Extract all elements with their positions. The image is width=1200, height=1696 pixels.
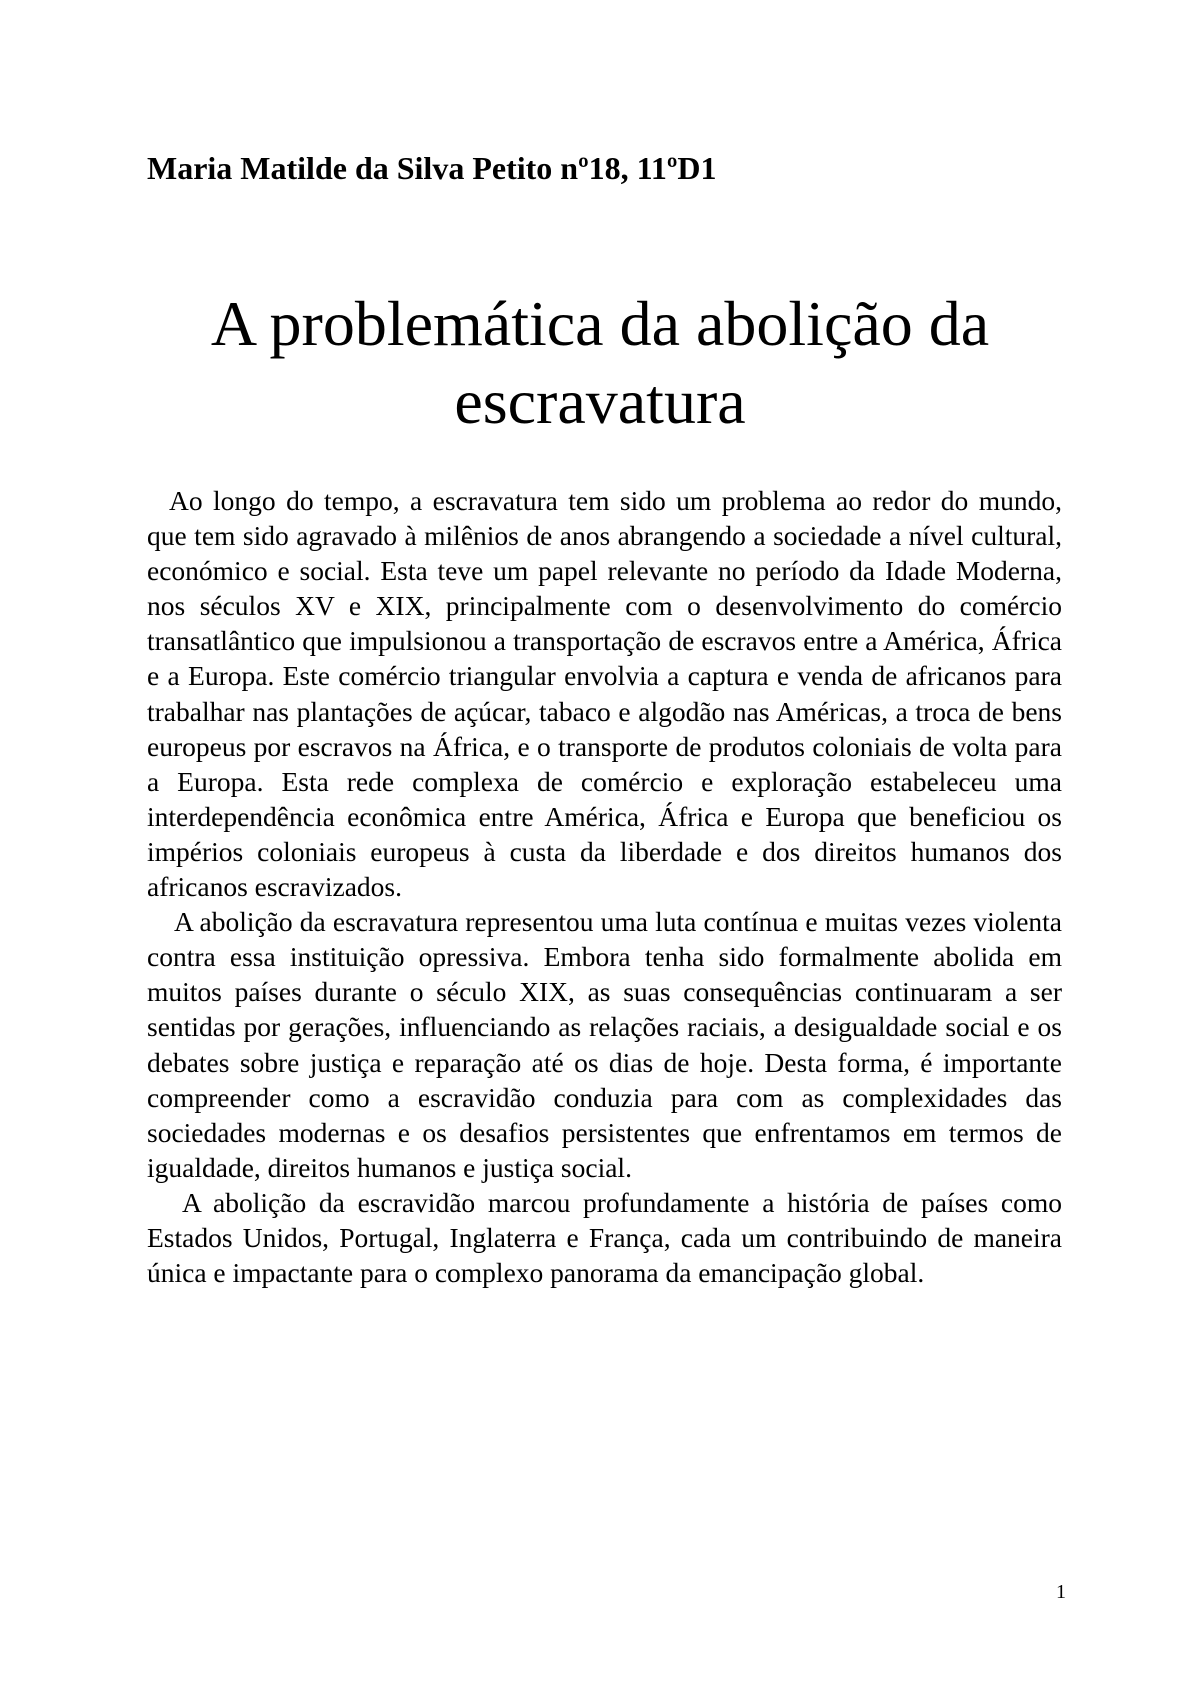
- paragraph-1: Ao longo do tempo, a escravatura tem sido um problema ao redor do mundo, que tem sido agravado à milênios de anos abrangendo a sociedade a nível cultural, económico e social. Esta teve um papel relevante no período da Idade Moderna, nos séculos XV e XIX, principalmente com o desenvolvimento do comércio transatlântico que impulsionou a transportação de escravos entre a América, África e a Europa. Este comércio triangular envolvia a captura e venda de africanos para trabalhar nas plantações de açúcar, tabaco e algodão nas Américas, a troca de bens europeus por escravos na África, e o transporte de produtos coloniais de volta para a Europa. Esta rede complexa de comércio e exploração estabeleceu uma interdependência econômica entre América, África e Europa que beneficiou os impérios coloniais europeus à custa da liberdade e dos direitos humanos dos africanos escravizados.: [147, 485, 1062, 903]
- paragraph-2: A abolição da escravatura representou uma luta contínua e muitas vezes violenta contra essa instituição opressiva. Embora tenha sido formalmente abolida em muitos países durante o século XIX, as suas consequências continuaram a ser sentidas por gerações, influenciando as relações raciais, a desigualdade social e os debates sobre justiça e reparação até os dias de hoje. Desta forma, é importante compreender como a escravidão conduzia para com as complexidades das sociedades modernas e os desafios persistentes que enfrentamos em termos de igualdade, direitos humanos e justiça social.: [147, 906, 1062, 1183]
- paragraph-3: A abolição da escravidão marcou profundamente a história de países como Estados Unidos, Portugal, Inglaterra e França, cada um contribuindo de maneira única e impactante para o complexo panorama da emancipação global.: [147, 1186, 1062, 1289]
- author-line: Maria Matilde da Silva Petito nº18, 11ºD1: [147, 150, 717, 186]
- document-title: A problemática da abolição da escravatura: [210, 288, 990, 437]
- body-text: [147, 483, 1062, 1290]
- page-number: 1: [1056, 1581, 1066, 1603]
